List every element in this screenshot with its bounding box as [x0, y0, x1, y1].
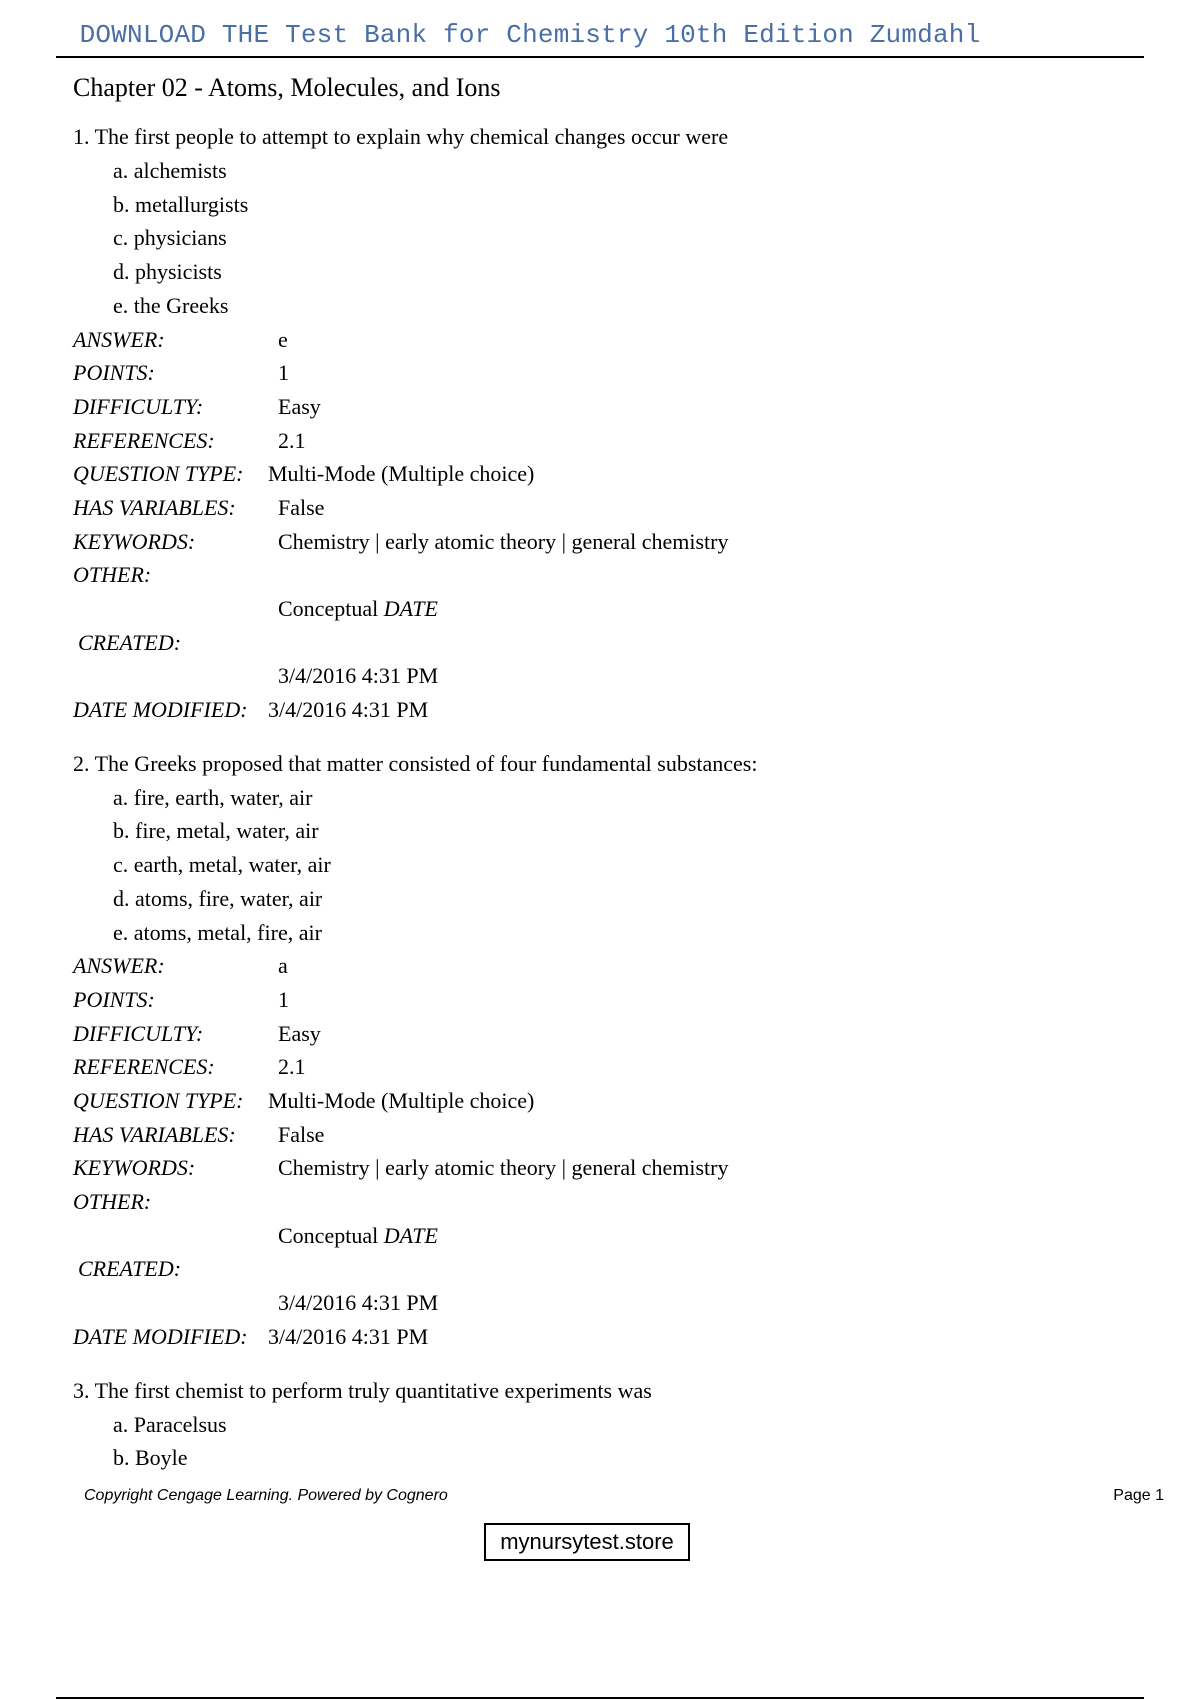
other-value: [278, 592, 438, 626]
date-modified-value: 3/4/2016 4:31 PM: [268, 1323, 429, 1349]
answer-option: b. fire, metal, water, air: [113, 818, 319, 844]
question-stem: 1. The first people to attempt to explain why chemical changes occur were: [73, 124, 729, 149]
answer-option: c. physicians: [113, 225, 227, 251]
created-label: CREATED:: [78, 629, 182, 655]
has-variables-value: False: [278, 494, 325, 520]
points-row: [73, 356, 1143, 390]
other-label: OTHER:: [73, 1189, 152, 1215]
answer-option: b. metallurgists: [113, 191, 249, 217]
has-variables-row: [73, 491, 1143, 525]
answer-option: a. alchemists: [113, 158, 227, 183]
document-body: [73, 70, 1143, 1497]
other-row: [73, 558, 1143, 592]
keywords-label: KEYWORDS:: [73, 528, 196, 554]
answer-option: e. the Greeks: [113, 292, 229, 318]
references-value: 2.1: [278, 427, 306, 453]
question-type-label: QUESTION TYPE:: [73, 1088, 244, 1114]
has-variables-value: False: [278, 1121, 325, 1147]
keywords-row: [73, 1151, 1143, 1185]
question-3: [73, 1376, 1143, 1475]
answer-label: ANSWER:: [73, 326, 165, 352]
other-text: Conceptual: [278, 1222, 379, 1248]
keywords-label: KEYWORDS:: [73, 1155, 196, 1181]
answer-value: e: [278, 326, 288, 352]
question-type-row: [73, 1084, 1143, 1118]
question-stem: 3. The first chemist to perform truly quantitative experiments was: [73, 1377, 652, 1403]
created-value-row: [73, 659, 1143, 693]
date-word-label: DATE: [383, 596, 438, 622]
difficulty-value: Easy: [278, 1020, 321, 1046]
points-value: 1: [278, 360, 289, 386]
question-type-value: Multi-Mode (Multiple choice): [268, 461, 535, 487]
date-modified-row: [73, 693, 1143, 727]
difficulty-label: DIFFICULTY:: [73, 1020, 204, 1046]
question-stem: 2. The Greeks proposed that matter consisted of four fundamental substances:: [73, 750, 758, 776]
date-modified-value: 3/4/2016 4:31 PM: [268, 697, 429, 723]
download-banner: DOWNLOAD THE Test Bank for Chemistry 10th Edition Zumdahl: [79, 20, 981, 50]
answer-label: ANSWER:: [73, 953, 165, 979]
answer-option: d. physicists: [113, 259, 222, 285]
created-value-row: [73, 1286, 1143, 1320]
points-value: 1: [278, 986, 289, 1012]
date-created-value: 3/4/2016 4:31 PM: [278, 1290, 439, 1316]
date-modified-label: DATE MODIFIED:: [73, 1323, 248, 1349]
difficulty-label: DIFFICULTY:: [73, 393, 204, 419]
other-row: [73, 1185, 1143, 1219]
date-modified-row: [73, 1320, 1143, 1354]
has-variables-label: HAS VARIABLES:: [73, 494, 236, 520]
other-value: [278, 1219, 438, 1253]
date-created-value: 3/4/2016 4:31 PM: [278, 663, 439, 689]
references-label: REFERENCES:: [73, 1054, 215, 1080]
created-row: [73, 1252, 1143, 1286]
references-row: [73, 1050, 1143, 1084]
points-label: POINTS:: [73, 360, 155, 386]
difficulty-value: Easy: [278, 393, 321, 419]
answer-option: b. Boyle: [113, 1445, 188, 1471]
other-value-row: [73, 592, 1143, 626]
answer-option: a. Paracelsus: [113, 1411, 227, 1437]
difficulty-row: [73, 390, 1143, 424]
answer-value: a: [278, 953, 288, 979]
points-label: POINTS:: [73, 986, 155, 1012]
difficulty-row: [73, 1017, 1143, 1051]
answer-row: [73, 949, 1143, 983]
question-type-value: Multi-Mode (Multiple choice): [268, 1088, 535, 1114]
references-row: [73, 424, 1143, 458]
question-1: [73, 122, 1143, 727]
copyright-notice: Copyright Cengage Learning. Powered by Cognero: [84, 1487, 448, 1504]
other-text: Conceptual: [278, 596, 379, 622]
header-rule: [56, 56, 1144, 58]
created-label: CREATED:: [78, 1256, 182, 1282]
keywords-value: Chemistry | early atomic theory | general chemistry: [278, 1155, 729, 1181]
chapter-title: Chapter 02 - Atoms, Molecules, and Ions: [73, 73, 501, 102]
references-label: REFERENCES:: [73, 427, 215, 453]
other-value-row: [73, 1219, 1143, 1253]
points-row: [73, 983, 1143, 1017]
answer-option: d. atoms, fire, water, air: [113, 885, 323, 911]
answer-row: [73, 323, 1143, 357]
date-word-label: DATE: [383, 1222, 438, 1248]
keywords-value: Chemistry | early atomic theory | general chemistry: [278, 528, 729, 554]
has-variables-label: HAS VARIABLES:: [73, 1121, 236, 1147]
footer-rule: [56, 1697, 1144, 1699]
references-value: 2.1: [278, 1054, 306, 1080]
question-type-row: [73, 457, 1143, 491]
answer-option: c. earth, metal, water, air: [113, 852, 331, 878]
has-variables-row: [73, 1118, 1143, 1152]
answer-option: a. fire, earth, water, air: [113, 784, 313, 810]
answer-option: e. atoms, metal, fire, air: [113, 919, 322, 945]
question-2: [73, 749, 1143, 1354]
created-row: [73, 626, 1143, 660]
keywords-row: [73, 525, 1143, 559]
question-type-label: QUESTION TYPE:: [73, 461, 244, 487]
store-link-box[interactable]: mynursytest.store: [484, 1523, 690, 1561]
other-label: OTHER:: [73, 562, 152, 588]
date-modified-label: DATE MODIFIED:: [73, 697, 248, 723]
page-number: Page 1: [1113, 1487, 1164, 1504]
